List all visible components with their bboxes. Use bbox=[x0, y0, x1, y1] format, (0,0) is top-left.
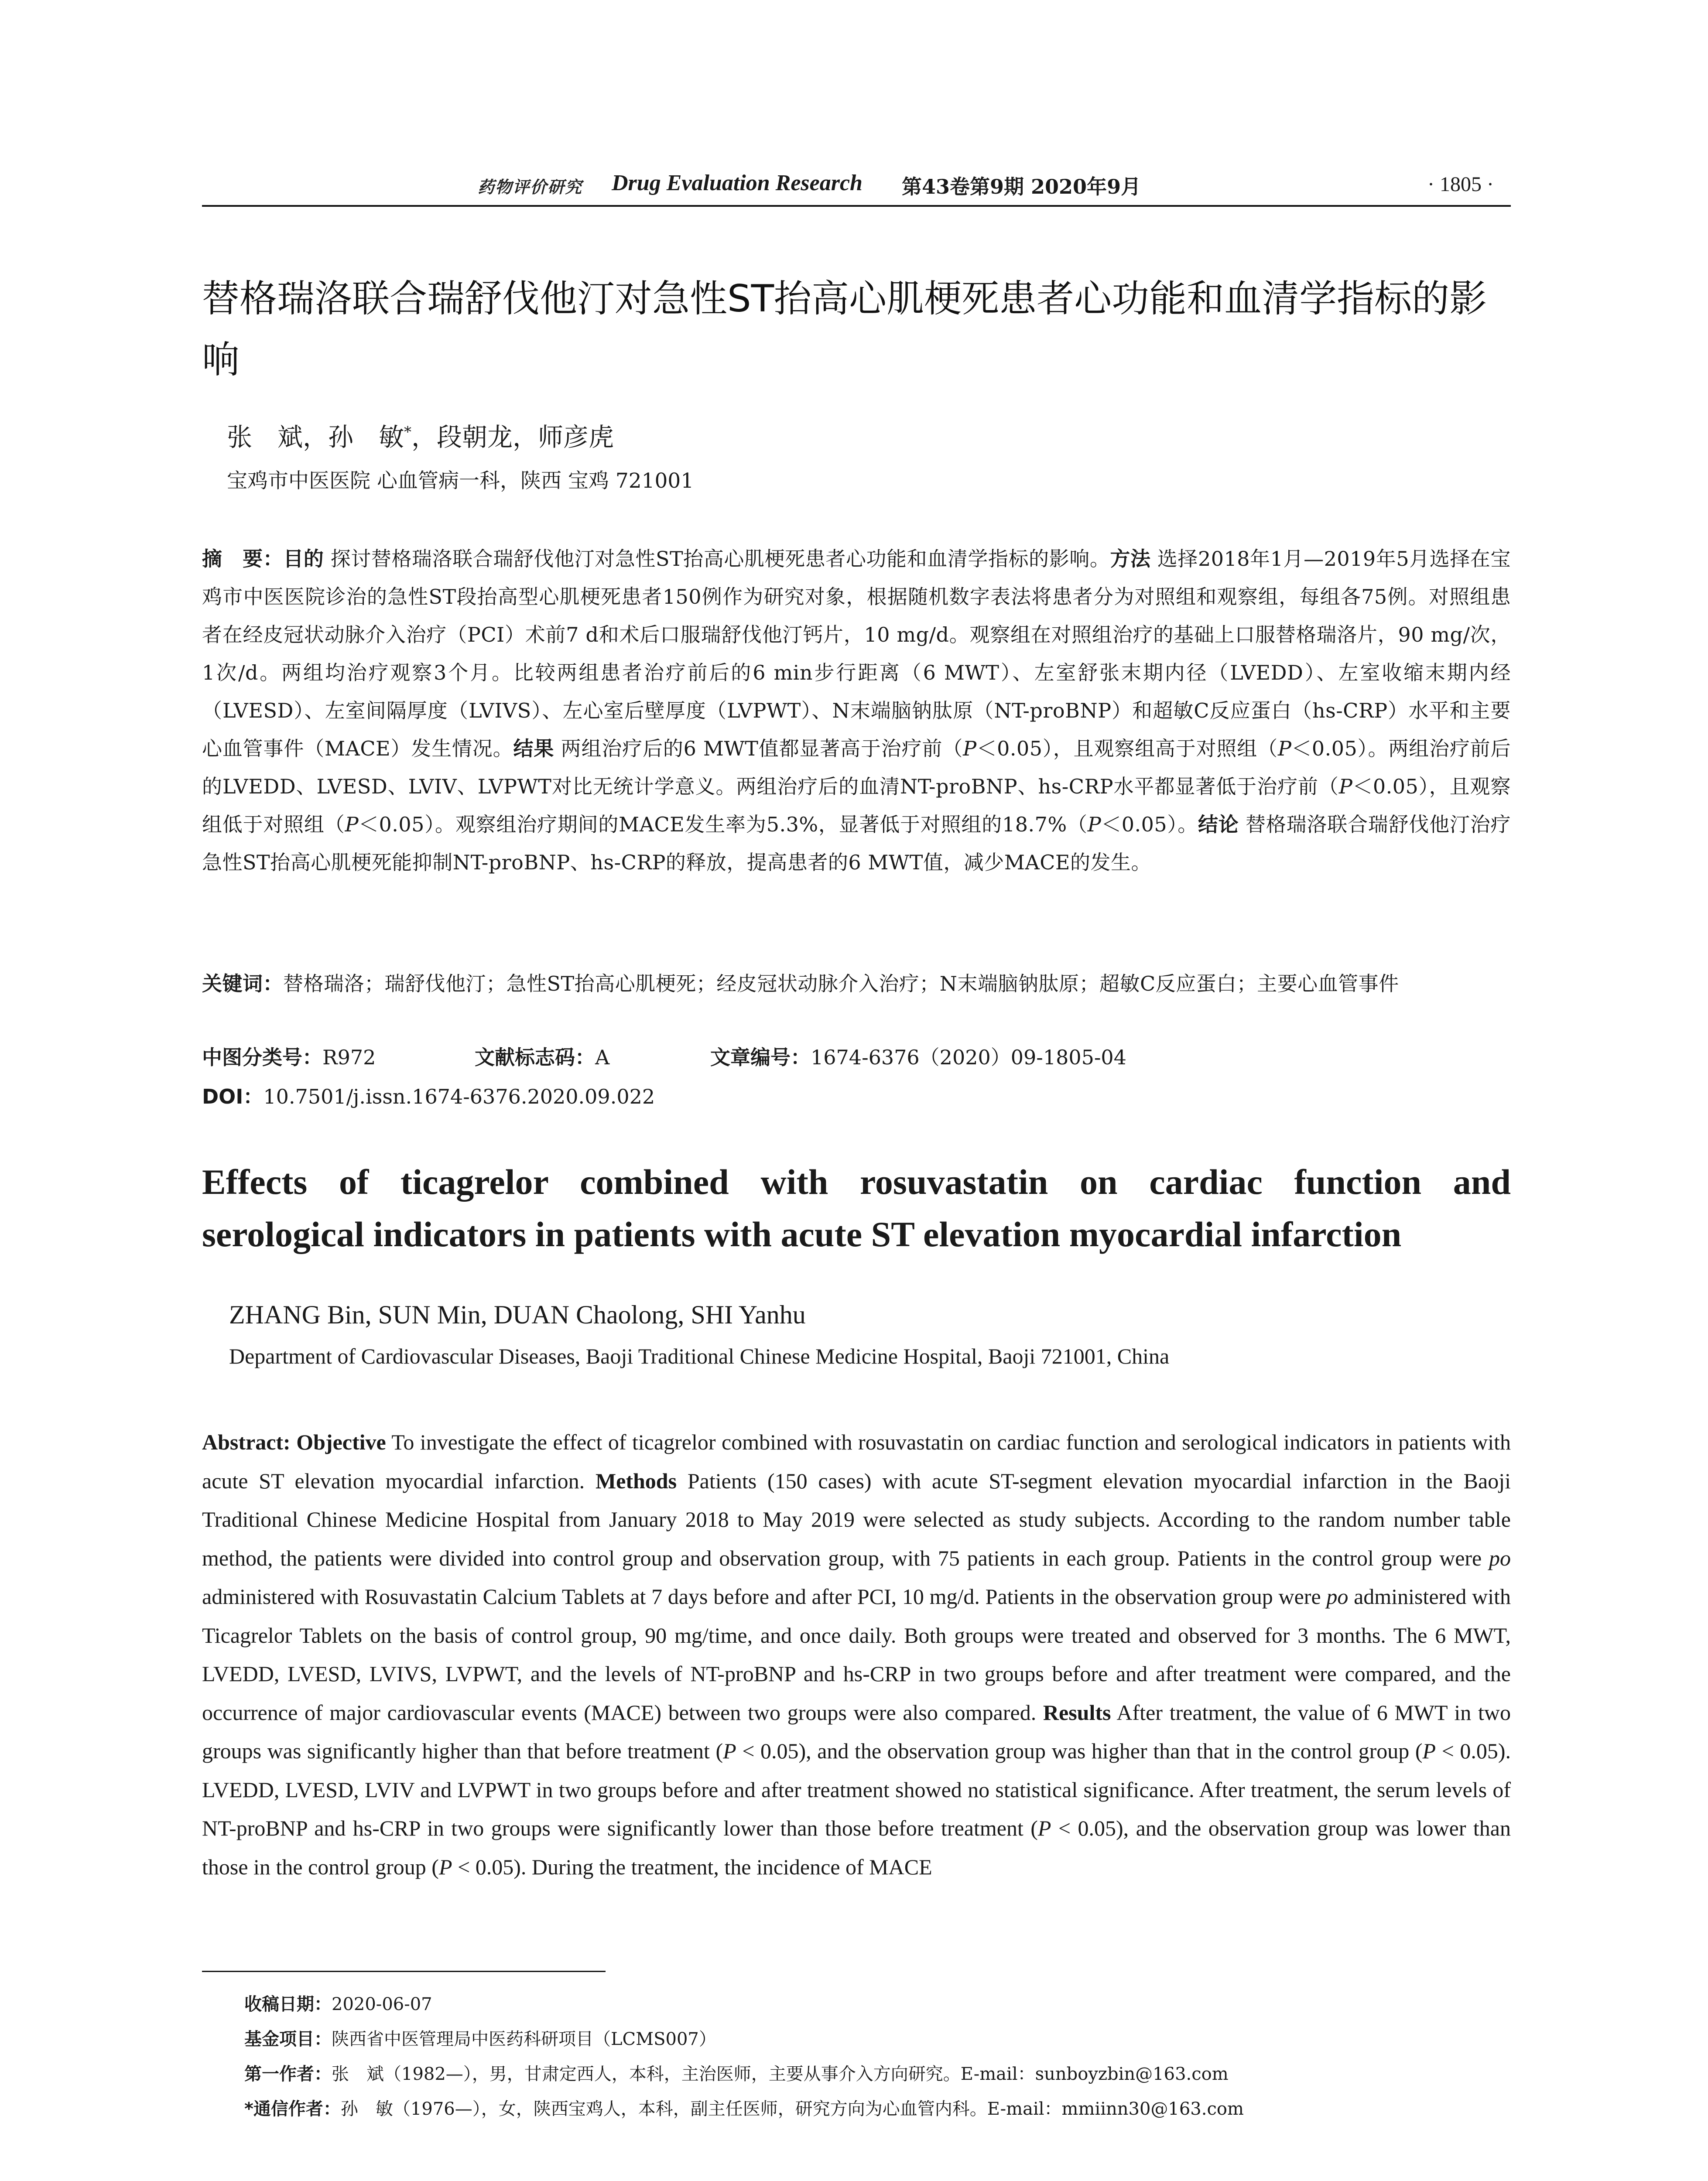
footnote-corresponding bbox=[244, 2092, 1518, 2126]
corresponding-label: *通信作者： bbox=[244, 2099, 341, 2119]
cn-authors bbox=[227, 417, 614, 453]
cn-conclusion-text: 替格瑞洛联合瑞舒伐他汀治疗急性ST抬高心肌梗死能抑制NT-proBNP、hs-CRP的释放，提高患者的6 MWT值，减少MACE的发生。 bbox=[202, 813, 1511, 874]
footnotes bbox=[244, 1987, 1518, 2126]
clc-value: R972 bbox=[322, 1046, 376, 1069]
p-symbol: P bbox=[723, 1739, 736, 1763]
clc-field bbox=[202, 1042, 376, 1070]
cn-results-text: ＜0.05），且观察组低于对照组（ bbox=[202, 775, 1511, 836]
footnote-fund bbox=[244, 2022, 1518, 2057]
received-value: 2020-06-07 bbox=[332, 1994, 432, 2014]
cn-results-text: ＜0.05）。 bbox=[1101, 813, 1198, 836]
cn-conclusion-label: 结论 bbox=[1198, 813, 1239, 836]
p-symbol: P bbox=[1422, 1739, 1436, 1763]
cn-title: 替格瑞洛联合瑞舒伐他汀对急性ST抬高心肌梗死患者心功能和血清学指标的影响 bbox=[202, 277, 1487, 382]
cn-results-text: ＜0.05）。两组治疗前后的LVEDD、LVESD、LVIV、LVPWT对比无统计学意义。两组治疗后的血清NT-proBNP、hs-CRP水平都显著低于治疗前（ bbox=[202, 737, 1511, 798]
en-authors: ZHANG Bin, SUN Min, DUAN Chaolong, SHI Yanhu bbox=[229, 1300, 806, 1329]
clc-label: 中图分类号： bbox=[202, 1046, 322, 1069]
article-no-label: 文章编号： bbox=[710, 1046, 811, 1069]
p-symbol: P bbox=[1087, 813, 1102, 836]
cn-objective-text: 探讨替格瑞洛联合瑞舒伐他汀对急性ST抬高心肌梗死患者心功能和血清学指标的影响。 bbox=[324, 547, 1110, 571]
cn-abstract bbox=[202, 540, 1511, 882]
page-number: · 1805 · bbox=[1427, 173, 1494, 196]
en-affiliation: Department of Cardiovascular Diseases, Baoji Traditional Chinese Medicine Hospital, Baoji 721001, China bbox=[229, 1344, 1170, 1368]
cn-abstract-label: 摘 要： bbox=[202, 547, 284, 571]
p-symbol: P bbox=[1277, 737, 1292, 760]
po-abbrev: po bbox=[1489, 1545, 1511, 1570]
cn-results-text: ＜0.05）。观察组治疗期间的MACE发生率为5.3%，显著低于对照组的18.7%（ bbox=[359, 813, 1088, 836]
doi-line bbox=[202, 1081, 655, 1110]
doi-label: DOI： bbox=[202, 1085, 264, 1108]
article-no-value: 1674-6376（2020）09-1805-04 bbox=[811, 1046, 1126, 1069]
en-objective-text: To investigate the effect of ticagrelor combined with rosuvastatin on cardiac function and serological indicators in patients with acute ST elevation myocardial infarction. bbox=[202, 1430, 1511, 1493]
doi-value: 10.7501/j.issn.1674-6376.2020.09.022 bbox=[263, 1085, 655, 1108]
p-symbol: P bbox=[345, 813, 359, 836]
cn-results-label: 结果 bbox=[513, 737, 555, 760]
p-symbol: P bbox=[438, 1854, 452, 1879]
en-abstract bbox=[202, 1423, 1511, 1886]
cn-affiliation: 宝鸡市中医医院 心血管病一科，陕西 宝鸡 721001 bbox=[227, 469, 694, 493]
po-abbrev: po bbox=[1326, 1584, 1349, 1609]
footnote-rule bbox=[202, 1971, 606, 1972]
cn-keywords-label: 关键词： bbox=[202, 972, 283, 995]
doc-code-label: 文献标志码： bbox=[475, 1046, 595, 1069]
en-results-text: < 0.05). LVEDD, LVESD, LVIV and LVPWT in two groups before and after treatment showed no statistical significance. After treatment, the serum levels of NT-proBNP and hs-CRP in two groups were significantly lower than those before treatment ( bbox=[202, 1739, 1511, 1840]
cn-keywords-text: 替格瑞洛；瑞舒伐他汀；急性ST抬高心肌梗死；经皮冠状动脉介入治疗；N末端脑钠肽原；超敏C反应蛋白；主要心血管事件 bbox=[283, 972, 1399, 995]
corresponding-value: 孙 敏（1976—），女，陕西宝鸡人，本科，副主任医师，研究方向为心血管内科。E-mail：mmiinn30@163.com bbox=[340, 2099, 1244, 2119]
cn-objective-label: 目的 bbox=[283, 547, 324, 571]
p-symbol: P bbox=[1338, 775, 1353, 798]
cn-methods-label: 方法 bbox=[1110, 547, 1151, 571]
en-methods-text: Patients (150 cases) with acute ST-segment elevation myocardial infarction in the Baoji Traditional Chinese Medicine Hospital from January 2018 to May 2019 were selected as study subjects. According to the random number table method, the patients were divided into control group and observation group, with 75 patients in each group. Patients in the control group were bbox=[202, 1468, 1511, 1570]
journal-logo: 药物评价研究 bbox=[478, 177, 583, 197]
en-abstract-label: Abstract: bbox=[202, 1430, 291, 1454]
en-methods-text: administered with Rosuvastatin Calcium Tablets at 7 days before and after PCI, 10 mg/d. Patients in the observation group were bbox=[202, 1584, 1327, 1609]
cn-keywords bbox=[202, 965, 1511, 1003]
footnote-first-author bbox=[244, 2057, 1518, 2092]
first-author-value: 张 斌（1982—），男，甘肃定西人，本科，主治医师，主要从事介入方向研究。E-mail：sunboyzbin@163.com bbox=[332, 2064, 1229, 2084]
en-title-line1: Effects of ticagrelor combined with rosuvastatin on cardiac function and bbox=[202, 1162, 1511, 1202]
en-title bbox=[202, 1156, 1511, 1261]
en-results-text: < 0.05), and the observation group was higher than that in the control group ( bbox=[736, 1739, 1423, 1763]
received-label: 收稿日期： bbox=[244, 1994, 332, 2014]
p-symbol: P bbox=[1037, 1816, 1051, 1840]
header-rule bbox=[202, 205, 1511, 207]
en-results-text: < 0.05). During the treatment, the incidence of MACE bbox=[452, 1854, 932, 1879]
fund-value: 陕西省中医管理局中医药科研项目（LCMS007） bbox=[332, 2029, 716, 2049]
en-results-text: After treatment, the value of 6 MWT in two groups was significantly higher than that before treatment ( bbox=[202, 1700, 1511, 1763]
en-title-line2: serological indicators in patients with acute ST elevation myocardial infarction bbox=[202, 1214, 1402, 1254]
en-methods-text: administered with Ticagrelor Tablets on the basis of control group, 90 mg/time, and once daily. Both groups were treated and observed for 3 months. The 6 MWT, LVEDD, LVESD, LVIVS, LVPWT, and the levels of NT-proBNP and hs-CRP in two groups before and after treatment were compared, and the occurrence of major cardiovascular events (MACE) between two groups were also compared. bbox=[202, 1584, 1511, 1725]
first-author-label: 第一作者： bbox=[244, 2064, 332, 2084]
footnote-received bbox=[244, 1987, 1518, 2022]
doc-code-value: A bbox=[595, 1046, 610, 1069]
p-symbol: P bbox=[963, 737, 977, 760]
corresponding-mark: * bbox=[404, 423, 412, 441]
cn-methods-text: 选择2018年1月—2019年5月选择在宝鸡市中医医院诊治的急性ST段抬高型心肌梗死患者150例作为研究对象，根据随机数字表法将患者分为对照组和观察组，每组各75例。对照组患者在经皮冠状动脉介入治疗（PCI）术前7 d和术后口服瑞舒伐他汀钙片，10 mg/d。观察组在对照组治疗的基础上口服替格瑞洛片，90 mg/次，1次/d。两组均治疗观察3个月。比较两组患者治疗前后的6 min步行距离（6 MWT）、左室舒张末期内径（LVEDD）、左室收缩末期内经（LVESD）、左室间隔厚度（LVIVS）、左心室后壁厚度（LVPWT）、N末端脑钠肽原（NT-proBNP）和超敏C反应蛋白（hs-CRP）水平和主要心血管事件（MACE）发生情况。 bbox=[202, 547, 1511, 760]
en-results-text: < 0.05), and the observation group was lower than those in the control group ( bbox=[202, 1816, 1511, 1879]
journal-issue: 第43卷第9期 2020年9月 bbox=[902, 175, 1141, 198]
en-objective-label: Objective bbox=[296, 1430, 386, 1454]
en-methods-label: Methods bbox=[595, 1468, 677, 1493]
fund-label: 基金项目： bbox=[244, 2029, 332, 2049]
journal-name: Drug Evaluation Research bbox=[612, 171, 863, 195]
doc-code-field bbox=[475, 1042, 609, 1070]
cn-results-text: 两组治疗后的6 MWT值都显著高于治疗前（ bbox=[554, 737, 963, 760]
cn-results-text: ＜0.05），且观察组高于对照组（ bbox=[976, 737, 1278, 760]
cn-authors-part2: ，段朝龙，师彦虎 bbox=[411, 422, 614, 452]
classification-line bbox=[202, 1042, 1511, 1077]
cn-authors-part1: 张 斌，孙 敏 bbox=[227, 422, 404, 452]
article-no-field bbox=[710, 1042, 1126, 1070]
en-results-label: Results bbox=[1043, 1700, 1111, 1725]
